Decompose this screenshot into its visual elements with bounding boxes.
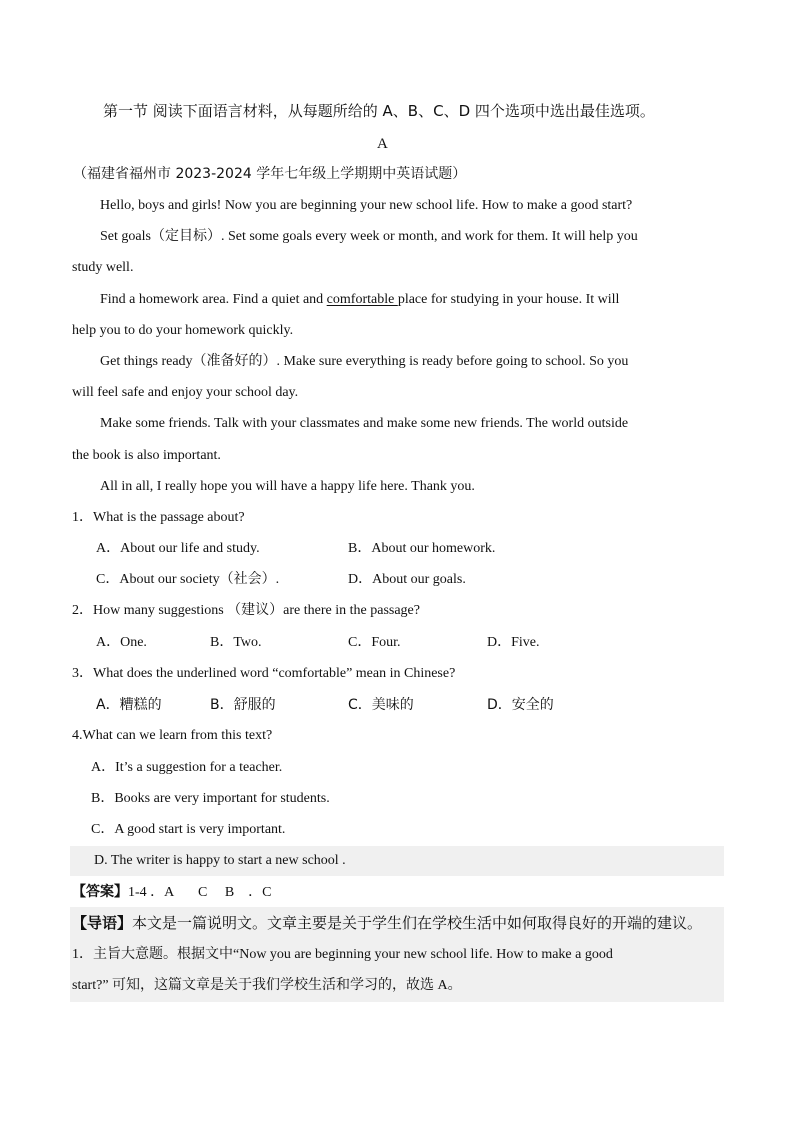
question-2-option-c: C．Four. (348, 635, 401, 650)
passage-label: A (377, 136, 388, 152)
question-1-option-b: B．About our homework. (348, 541, 496, 556)
answer-label: 【答案】 (72, 884, 128, 900)
passage-paragraph-4-line-1: Get things ready（准备好的）. Make sure everything is ready before going to school. So you (100, 354, 629, 369)
question-4-option-a: A．It’s a suggestion for a teacher. (91, 760, 283, 775)
p3-text-a: Find a homework area. Find a quiet and (100, 292, 327, 307)
passage-paragraph-3-line-2: help you to do your homework quickly. (72, 323, 294, 338)
question-4-option-c: C．A good start is very important. (91, 822, 286, 837)
question-3-stem: 3．What does the underlined word “comfortable” mean in Chinese? (72, 666, 456, 681)
question-2-option-d: D．Five. (487, 635, 540, 650)
section-heading: 第一节 阅读下面语言材料，从每题所给的 A、B、C、D 四个选项中选出最佳选项。 (103, 102, 655, 120)
passage-paragraph-2-line-1: Set goals（定目标）. Set some goals every week or month, and work for them. It will help you (100, 229, 638, 244)
passage-paragraph-5-line-2: the book is also important. (72, 448, 221, 463)
guide-line (72, 913, 702, 933)
passage-paragraph-4-line-2: will feel safe and enjoy your school day. (72, 385, 299, 400)
question-4-stem: 4.What can we learn from this text? (72, 728, 273, 743)
passage-paragraph-2-line-2: study well. (72, 260, 134, 275)
question-3-option-c: C．美味的 (348, 697, 414, 713)
passage-paragraph-3-line-1 (100, 290, 619, 310)
analysis-line-1: 1．主旨大意题。根据文中“Now you are beginning your new school life. How to make a good (72, 947, 613, 962)
question-1-stem: 1．What is the passage about? (72, 510, 245, 525)
question-4-option-d: D. The writer is happy to start a new school . (94, 853, 346, 868)
question-2-stem: 2．How many suggestions （建议）are there in the passage? (72, 603, 420, 618)
underlined-word: comfortable (326, 292, 398, 307)
answer-text: 1-4 ．A C B ．C (128, 885, 272, 900)
source-line: （福建省福州市 2023-2024 学年七年级上学期期中英语试题） (73, 166, 467, 182)
question-3-option-a: A．糟糕的 (96, 697, 162, 713)
question-1-option-c: C．About our society（社会）. (96, 572, 280, 587)
answer-line (72, 882, 272, 903)
question-1-option-d: D．About our goals. (348, 572, 466, 587)
question-4-option-b: B．Books are very important for students. (91, 791, 330, 806)
question-3-option-d: D．安全的 (487, 697, 554, 713)
question-1-option-a: A．About our life and study. (96, 541, 260, 556)
question-2-option-a: A．One. (96, 635, 147, 650)
question-2-option-b: B．Two. (210, 635, 262, 650)
passage-paragraph-1: Hello, boys and girls! Now you are beginning your new school life. How to make a good start? (100, 198, 633, 213)
passage-paragraph-6: All in all, I really hope you will have a happy life here. Thank you. (100, 479, 475, 494)
p3-text-b: place for studying in your house. It will (397, 292, 620, 307)
passage-paragraph-5-line-1: Make some friends. Talk with your classmates and make some new friends. The world outside (100, 416, 629, 431)
guide-label: 【导语】 (72, 914, 133, 932)
guide-text: 本文是一篇说明文。文章主要是关于学生们在学校生活中如何取得良好的开端的建议。 (132, 914, 703, 932)
analysis-line-2: start?” 可知，这篇文章是关于我们学校生活和学习的，故选 A。 (72, 978, 462, 993)
question-3-option-b: B．舒服的 (210, 697, 276, 713)
